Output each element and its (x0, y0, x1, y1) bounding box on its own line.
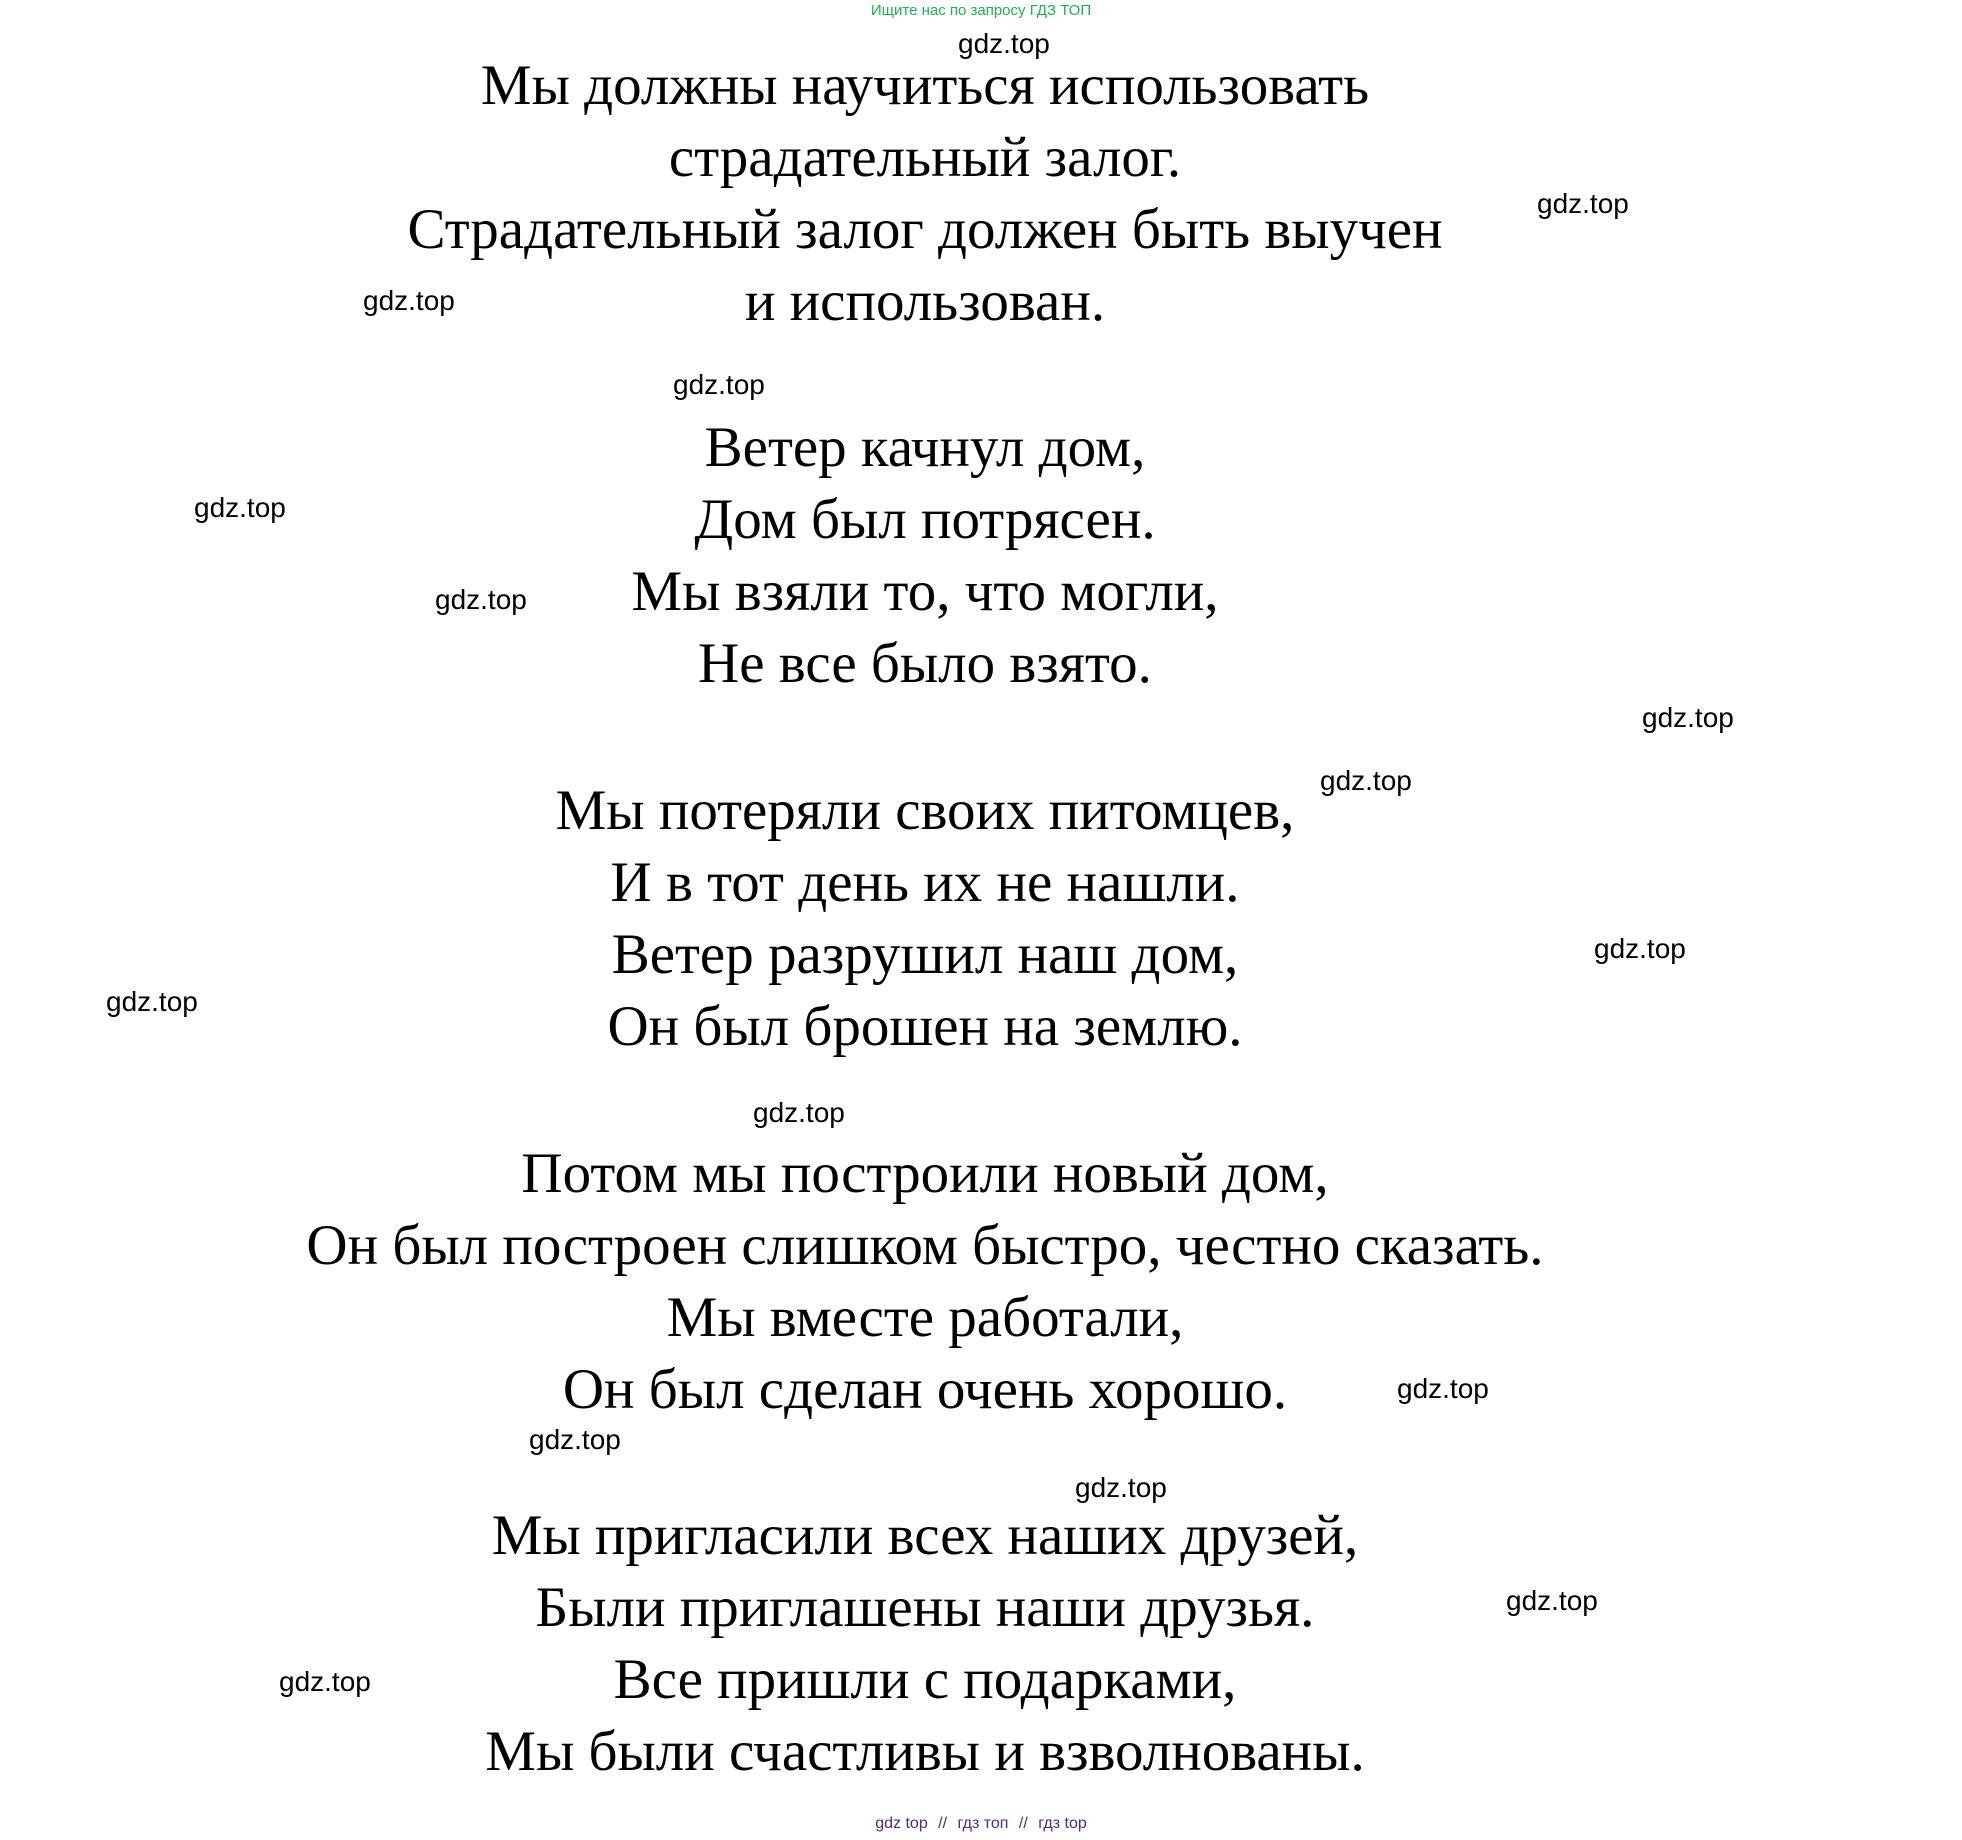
watermark: gdz.top (1594, 933, 1686, 964)
footer-link[interactable]: гдз топ (957, 1815, 1009, 1832)
poem-line: Мы пригласили всех наших друзей, (491, 1504, 1359, 1567)
watermark: gdz.top (673, 369, 765, 400)
stanza-4 (0, 1138, 1850, 1426)
footer-link[interactable]: gdz top (875, 1815, 928, 1832)
poem-line: Потом мы построили новый дом, (521, 1142, 1329, 1205)
watermark: gdz.top (1075, 1472, 1167, 1503)
watermark: gdz.top (279, 1666, 371, 1697)
watermark: gdz.top (1320, 765, 1412, 796)
watermark: gdz.top (435, 584, 527, 615)
watermark: gdz.top (1537, 188, 1629, 219)
poem-line: Мы должны научиться использовать (480, 54, 1370, 117)
footer-separator: // (1018, 1815, 1028, 1832)
poem-line: Он был сделан очень хорошо. (562, 1358, 1288, 1421)
poem-line: Страдательный залог должен быть выучен (407, 198, 1443, 261)
poem-line: Мы взяли то, что могли, (631, 560, 1219, 623)
footer (0, 1815, 1962, 1833)
poem-line: страдательный залог. (668, 126, 1182, 189)
poem-line: Мы вместе работали, (666, 1286, 1184, 1349)
poem-line: Мы были счастливы и взволнованы. (485, 1720, 1365, 1783)
poem-line: Все пришли с подарками, (613, 1648, 1237, 1711)
footer-link[interactable]: гдз top (1038, 1815, 1087, 1832)
footer-separator: // (938, 1815, 948, 1832)
search-hint: Ищите нас по запросу ГДЗ ТОП (870, 2, 1092, 19)
watermark: gdz.top (363, 285, 455, 316)
watermark: gdz.top (958, 28, 1050, 59)
stanza-2 (0, 412, 1850, 700)
poem-line: Мы потеряли своих питомцев, (555, 779, 1295, 842)
poem-line: Были приглашены наши друзья. (535, 1576, 1315, 1639)
poem-line: Он был брошен на землю. (607, 995, 1243, 1058)
watermark: gdz.top (753, 1097, 845, 1128)
poem-line: Он был построен слишком быстро, честно сказать. (306, 1214, 1544, 1277)
watermark: gdz.top (106, 986, 198, 1017)
poem-line: Ветер разрушил наш дом, (611, 923, 1239, 986)
watermark: gdz.top (529, 1424, 621, 1455)
poem-line: Ветер качнул дом, (704, 416, 1146, 479)
watermark: gdz.top (1506, 1585, 1598, 1616)
stanza-3 (0, 775, 1850, 1063)
poem-line: И в тот день их не нашли. (610, 851, 1240, 914)
watermark: gdz.top (194, 492, 286, 523)
poem-line: Не все было взято. (698, 632, 1152, 695)
poem-line: и использован. (744, 270, 1106, 333)
stanza-5 (0, 1500, 1850, 1788)
watermark: gdz.top (1397, 1373, 1489, 1404)
poem-line: Дом был потрясен. (694, 488, 1156, 551)
watermark: gdz.top (1642, 702, 1734, 733)
